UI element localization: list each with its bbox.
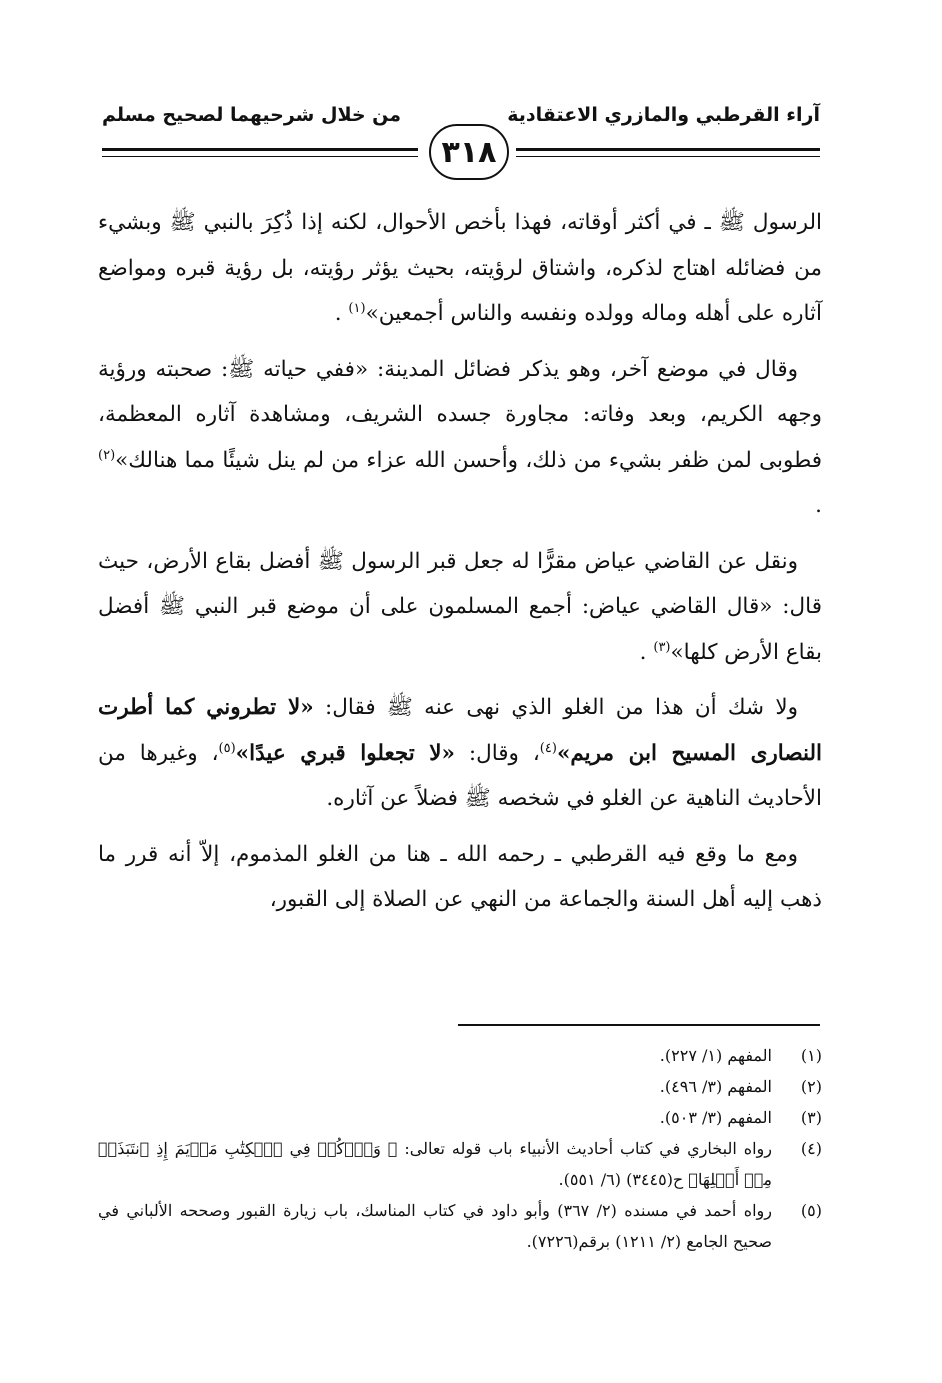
paragraph-1-end: . [334,301,342,326]
footnote-text: رواه البخاري في كتاب أحاديث الأنبياء باب قوله تعالى: ﴿ وَٱذۡكُرۡ فِي ٱلۡكِتَٰبِ مَرۡيَمَ إِذِ ٱنتَبَذَتۡ مِنۡ أَهۡلِهَا﴾ ح(٣٤٤٥) (٦/ ٥٥١). [98,1139,772,1189]
hadith-quote-1: «لا تطروني كما أطرت النصارى المسيح ابن مريم» [98,695,822,766]
footnote-number: (٤) [800,1139,822,1158]
page-header [102,100,820,190]
footnote-number: (٥) [800,1201,822,1220]
paragraph-4-mid: ، وقال: [454,740,540,766]
header-rule-left-thin [102,156,418,157]
paragraph-5 [98,832,822,923]
footnote-text: المفهم (٣/ ٤٩٦). [659,1077,772,1096]
footnote-4 [98,1133,822,1195]
footnote-2 [98,1071,822,1102]
header-rule-right-thick [516,148,820,151]
footnote-5 [98,1195,822,1257]
footnote-number: (٣) [800,1108,822,1127]
paragraph-3-end: . [639,639,647,665]
paragraph-3 [98,539,822,676]
header-rule-right-thin [516,156,820,157]
header-rule-left-thick [102,148,418,151]
paragraph-2 [98,347,822,529]
paragraph-4-intro: ولا شك أن هذا من الغلو الذي نهى عنه ﷺ فقال: [313,695,798,720]
hadith-quote-2: «لا تجعلوا قبري عيدًا» [235,740,455,766]
paragraph-1-text: الرسول ﷺ ـ في أكثر أوقاته، فهذا بأخص الأحوال، لكنه إذا ذُكِرَ بالنبي ﷺ وبشيء من فضائله اهتاج لذكره، واشتاق لرؤيته، بحيث يؤثر رؤيته، بل رؤية قبره ومواضع آثاره على أهله وماله وولده ونفسه والناس أجمعين» [98,210,822,326]
footnote-ref-1: (١) [348,300,366,316]
book-title: آراء القرطبي والمازري الاعتقادية [507,104,820,126]
paragraph-2-text: وقال في موضع آخر، وهو يذكر فضائل المدينة: «ففي حياته ﷺ: صحبته ورؤية وجهه الكريم، وبعد وفاته: مجاورة جسده الشريف، ومشاهدة آثاره المعظمة، فطوبى لمن ظفر بشيء من ذلك، وأحسن الله عزاء من لم ينل شيئًا مما هنالك» [98,356,822,473]
paragraph-4 [98,685,822,822]
footnote-ref-5: (٥) [218,740,236,756]
paragraph-2-end: . [815,493,822,518]
footnote-ref-3: (٣) [653,639,671,655]
footnote-ref-4: (٤) [539,740,557,756]
paragraph-5-text: ومع ما وقع فيه القرطبي ـ رحمه الله ـ هنا من الغلو المذموم، إلاّ أنه قرر ما ذهب إليه أهل السنة والجماعة من النهي عن الصلاة إلى القبور، [98,841,822,912]
footnote-text: المفهم (١/ ٢٢٧). [659,1046,772,1065]
footnote-number: (٢) [800,1077,822,1096]
footnote-1 [98,1040,822,1071]
footnotes [98,1040,822,1257]
paragraph-4-rest: ، وغيرها من الأحاديث الناهية عن الغلو في شخصه ﷺ فضلاً عن آثاره. [98,740,822,811]
paragraph-1 [98,200,822,337]
book-subtitle: من خلال شرحيهما لصحيح مسلم [102,104,402,126]
footnote-text: رواه أحمد في مسنده (٢/ ٣٦٧) وأبو داود في كتاب المناسك، باب زيارة القبور وصححه الألباني في صحيح الجامع (٢/ ١٢١١) برقم(٧٢٢٦). [98,1201,773,1251]
main-text [98,200,822,933]
paragraph-3-text: ونقل عن القاضي عياض مقرًّا له جعل قبر الرسول ﷺ أفضل بقاع الأرض، حيث قال: «قال القاضي عياض: أجمع المسلمون على أن موضع قبر النبي ﷺ أفضل بقاع الأرض كلها» [98,548,822,665]
footnote-3 [98,1102,822,1133]
footnote-text: المفهم (٣/ ٥٠٣). [659,1108,772,1127]
page-number: ٣١٨ [429,124,509,180]
footnote-number: (١) [800,1046,822,1065]
footnote-ref-2: (٢) [98,447,116,463]
footnote-separator [458,1024,820,1026]
